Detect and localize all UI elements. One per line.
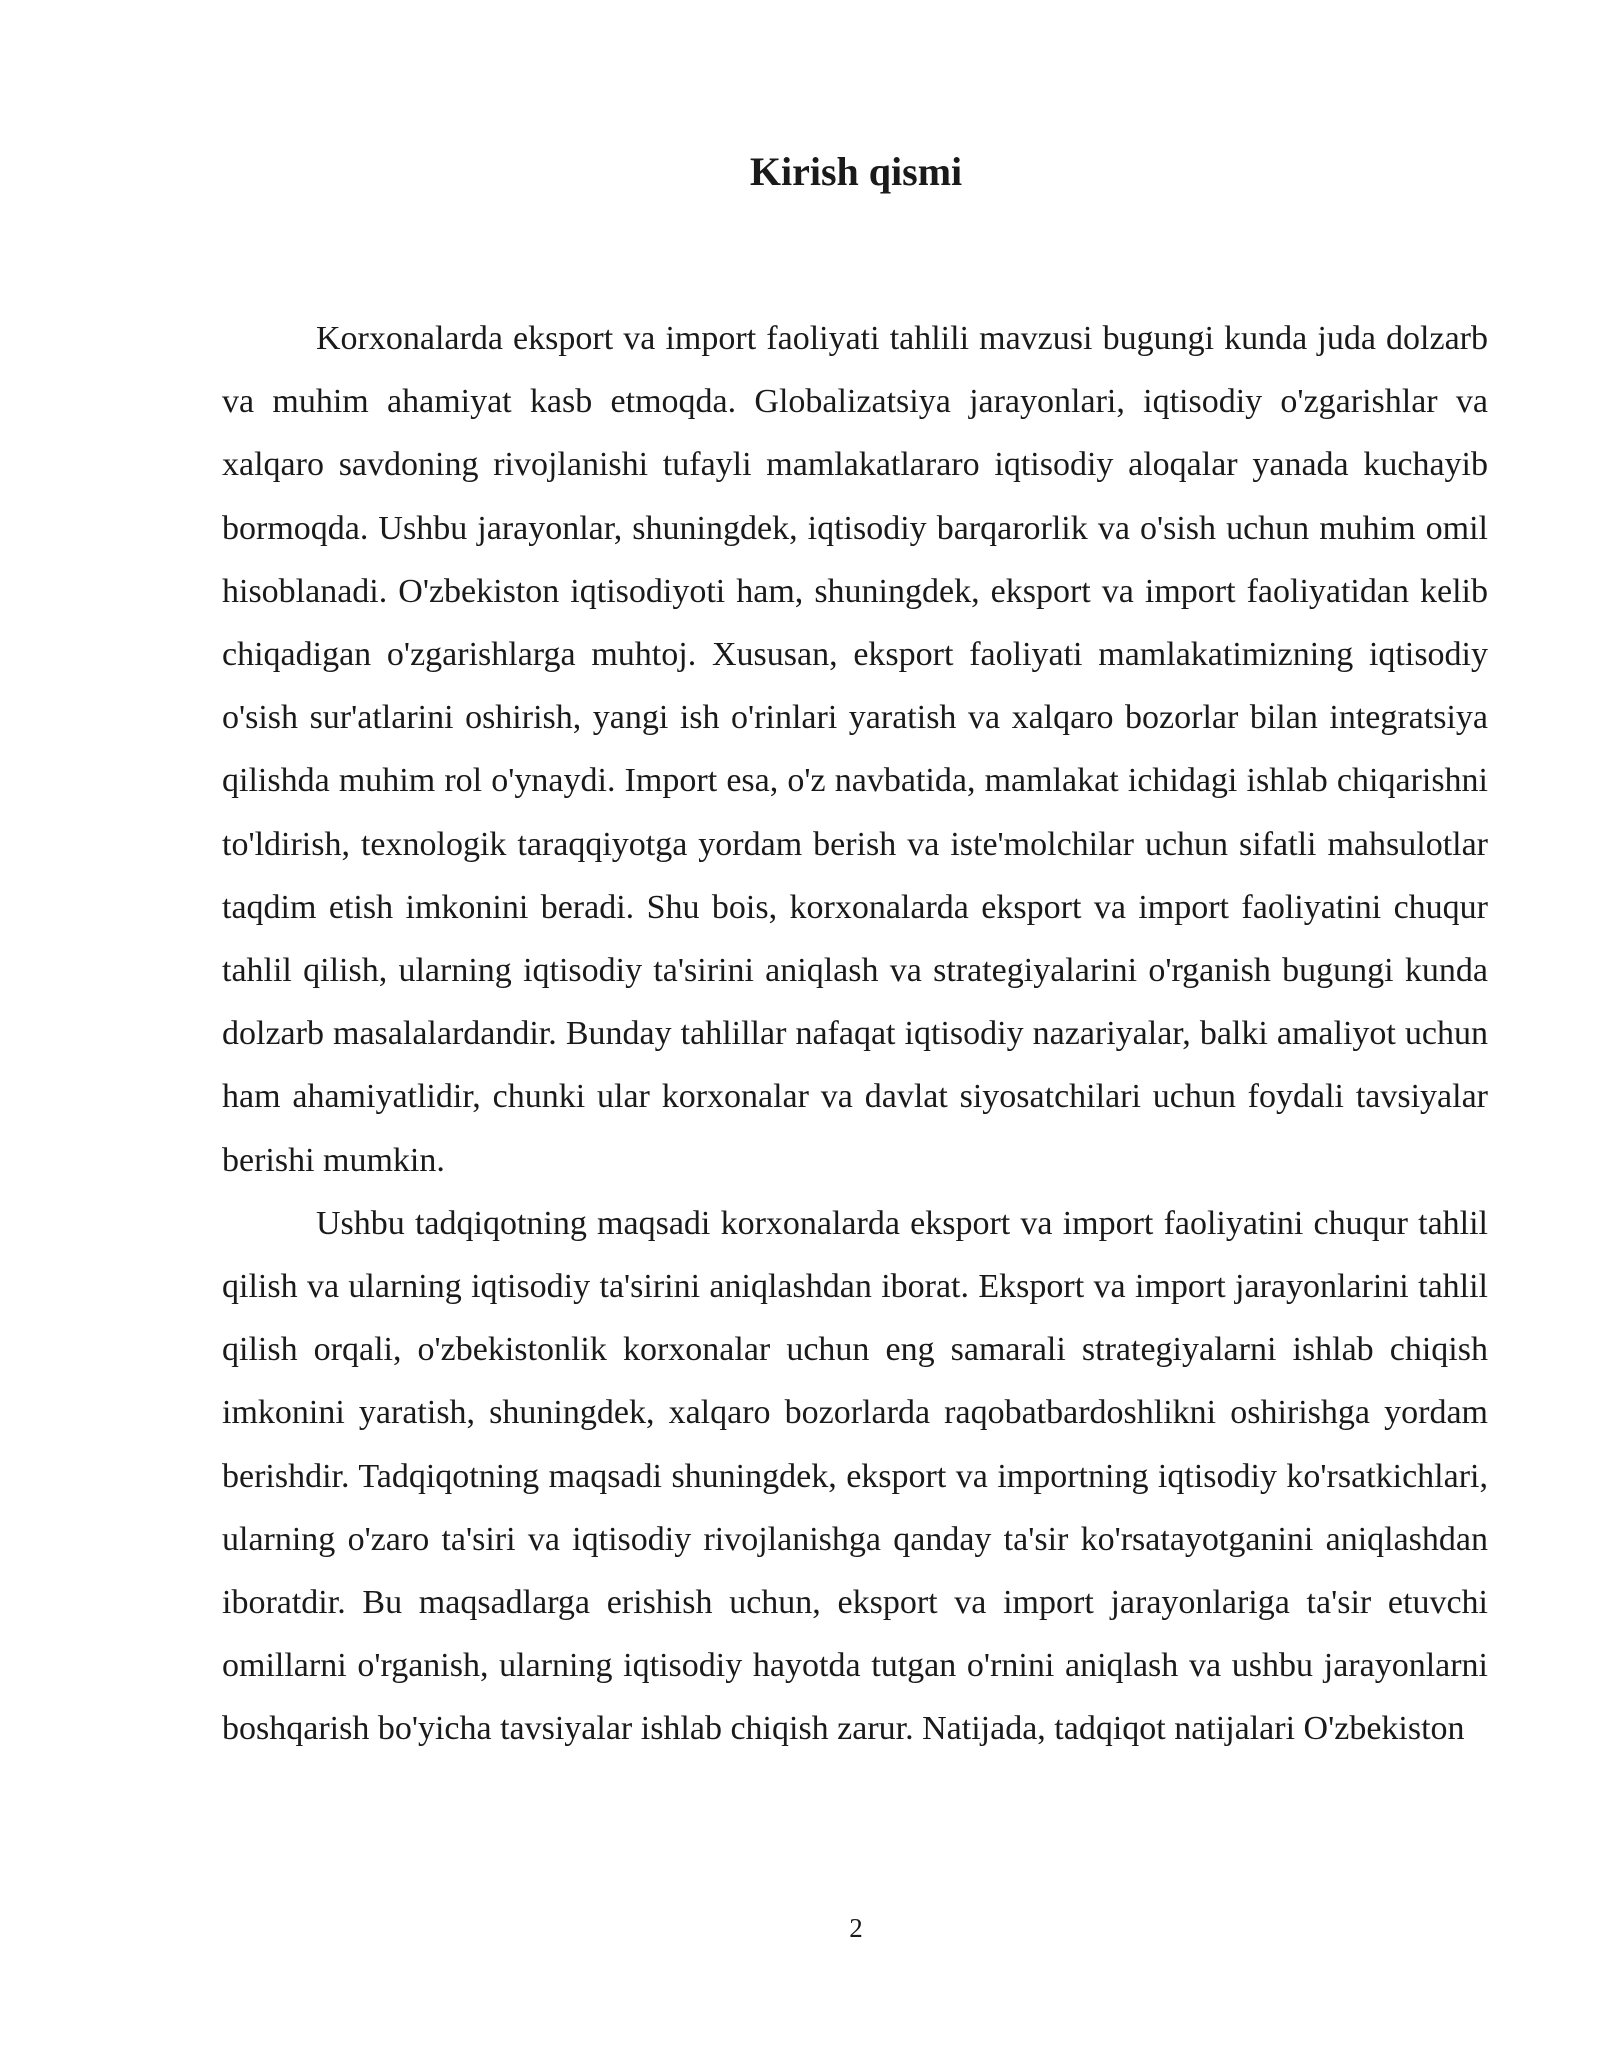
page-title: Kirish qismi <box>749 149 963 194</box>
body-text <box>222 307 1488 1761</box>
page-number: 2 <box>849 1913 863 1943</box>
paragraph-purpose: Ushbu tadqiqotning maqsadi korxonalarda eksport va import faoliyatini chuqur tahlil qilish va ularning iqtisodiy ta'sirini aniqlashdan iborat. Eksport va import jarayonlarini tahlil qilish orqali, o'zbekistonlik korxonalar uchun eng samarali strategiyalarni ishlab chiqish imkonini yaratish, shuningdek, xalqaro bozorlarda raqobatbardoshlikni oshirishga yordam berishdir. Tadqiqotning maqsadi shuningdek, eksport va importning iqtisodiy ko'rsatkichlari, ularning o'zaro ta'siri va iqtisodiy rivojlanishga qanday ta'sir ko'rsatayotganini aniqlashdan iboratdir. Bu maqsadlarga erishish uchun, eksport va import jarayonlariga ta'sir etuvchi omillarni o'rganish, ularning iqtisodiy hayotda tutgan o'rnini aniqlash va ushbu jarayonlarni boshqarish bo'yicha tavsiyalar ishlab chiqish zarur. Natijada, tadqiqot natijalari O'zbekiston <box>222 1204 1488 1748</box>
paragraph-intro: Korxonalarda eksport va import faoliyati tahlili mavzusi bugungi kunda juda dolzarb va muhim ahamiyat kasb etmoqda. Globalizatsiya jarayonlari, iqtisodiy o'zgarishlar va xalqaro savdoning rivojlanishi tufayli mamlakatlararo iqtisodiy aloqalar yanada kuchayib bormoqda. Ushbu jarayonlar, shuningdek, iqtisodiy barqarorlik va o'sish uchun muhim omil hisoblanadi. O'zbekiston iqtisodiyoti ham, shuningdek, eksport va import faoliyatidan kelib chiqadigan o'zgarishlarga muhtoj. Xususan, eksport faoliyati mamlakatimizning iqtisodiy o'sish sur'atlarini oshirish, yangi ish o'rinlari yaratish va xalqaro bozorlar bilan integratsiya qilishda muhim rol o'ynaydi. Import esa, o'z navbatida, mamlakat ichidagi ishlab chiqarishni to'ldirish, texnologik taraqqiyotga yordam berish va iste'molchilar uchun sifatli mahsulotlar taqdim etish imkonini beradi. Shu bois, korxonalarda eksport va import faoliyatini chuqur tahlil qilish, ularning iqtisodiy ta'sirini aniqlash va strategiyalarini o'rganish bugungi kunda dolzarb masalalardandir. Bunday tahlillar nafaqat iqtisodiy nazariyalar, balki amaliyot uchun ham ahamiyatlidir, chunki ular korxonalar va davlat siyosatchilari uchun foydali tavsiyalar berishi mumkin. <box>222 320 1488 1179</box>
